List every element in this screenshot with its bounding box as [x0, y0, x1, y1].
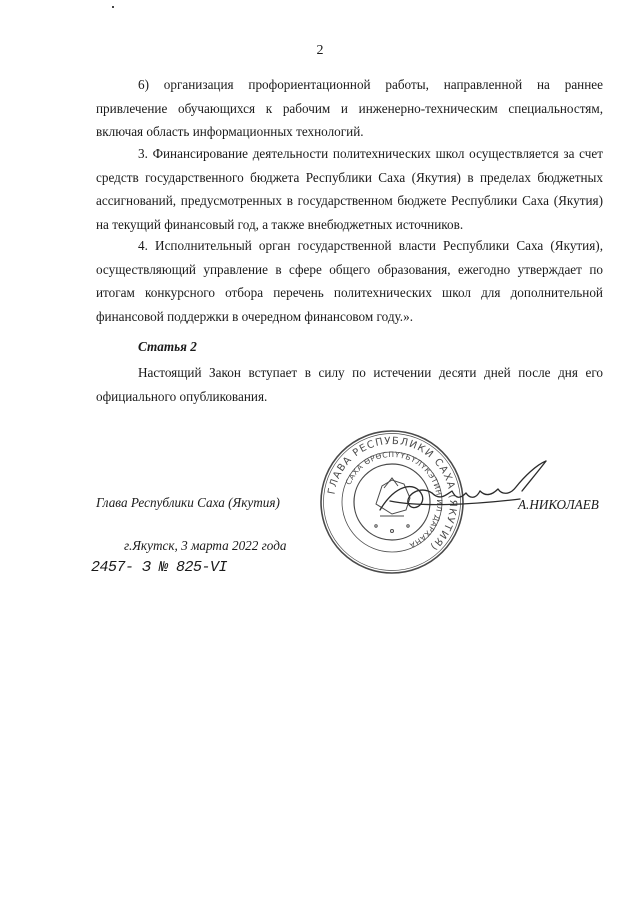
paragraph-item-4: 4. Исполнительный орган государственной власти Республики Саха (Якутия), осуществляющий управление в сфере общего образования, ежегодно утверждает по итогам конкурсного отбора перечень политехнических школ для дополнительной финансовой поддержки в очередном финансовом году.». [96, 238, 603, 324]
svg-text:ГЛАВА РЕСПУБЛИКИ САХА (ЯКУТИЯ): ГЛАВА РЕСПУБЛИКИ САХА (ЯКУТИЯ) [326, 435, 459, 553]
page-number: 2 [316, 43, 324, 58]
scan-speck [112, 6, 114, 8]
paragraph-item-3: 3. Финансирование деятельности политехнических школ осуществляется за счет средств государственного бюджета Республики Саха (Якутия) в пределах бюджетных ассигнований, предусмотренных в государственном бюджете Республики Саха (Якутия) на текущий финансовый год, а также внебюджетных источников. [96, 146, 603, 232]
signature-title: Глава Республики Саха (Якутия) [96, 495, 280, 510]
place-date: г.Якутск, 3 марта 2022 года [124, 538, 287, 553]
paragraph-item-6: 6) организация профориентационной работы, направленной на раннее привлечение обучающихся к рабочим и инженерно-техническим специальностям, включая область информационных технологий. [96, 77, 603, 139]
handwritten-signature [360, 455, 560, 535]
article-2-text: Настоящий Закон вступает в силу по истечении десяти дней после дня его официального опубликования. [96, 365, 603, 404]
law-number: 2457- З № 825-VI [91, 559, 228, 576]
article-2-heading: Статья 2 [138, 339, 197, 354]
signature-name: А.НИКОЛАЕВ [518, 497, 599, 512]
svg-text:САХА ӨРӨСПҮҮБҮЛҮКЭТИН ИЛ ДАРХА: САХА ӨРӨСПҮҮБҮЛҮКЭТИН ИЛ ДАРХАНА [343, 449, 445, 551]
